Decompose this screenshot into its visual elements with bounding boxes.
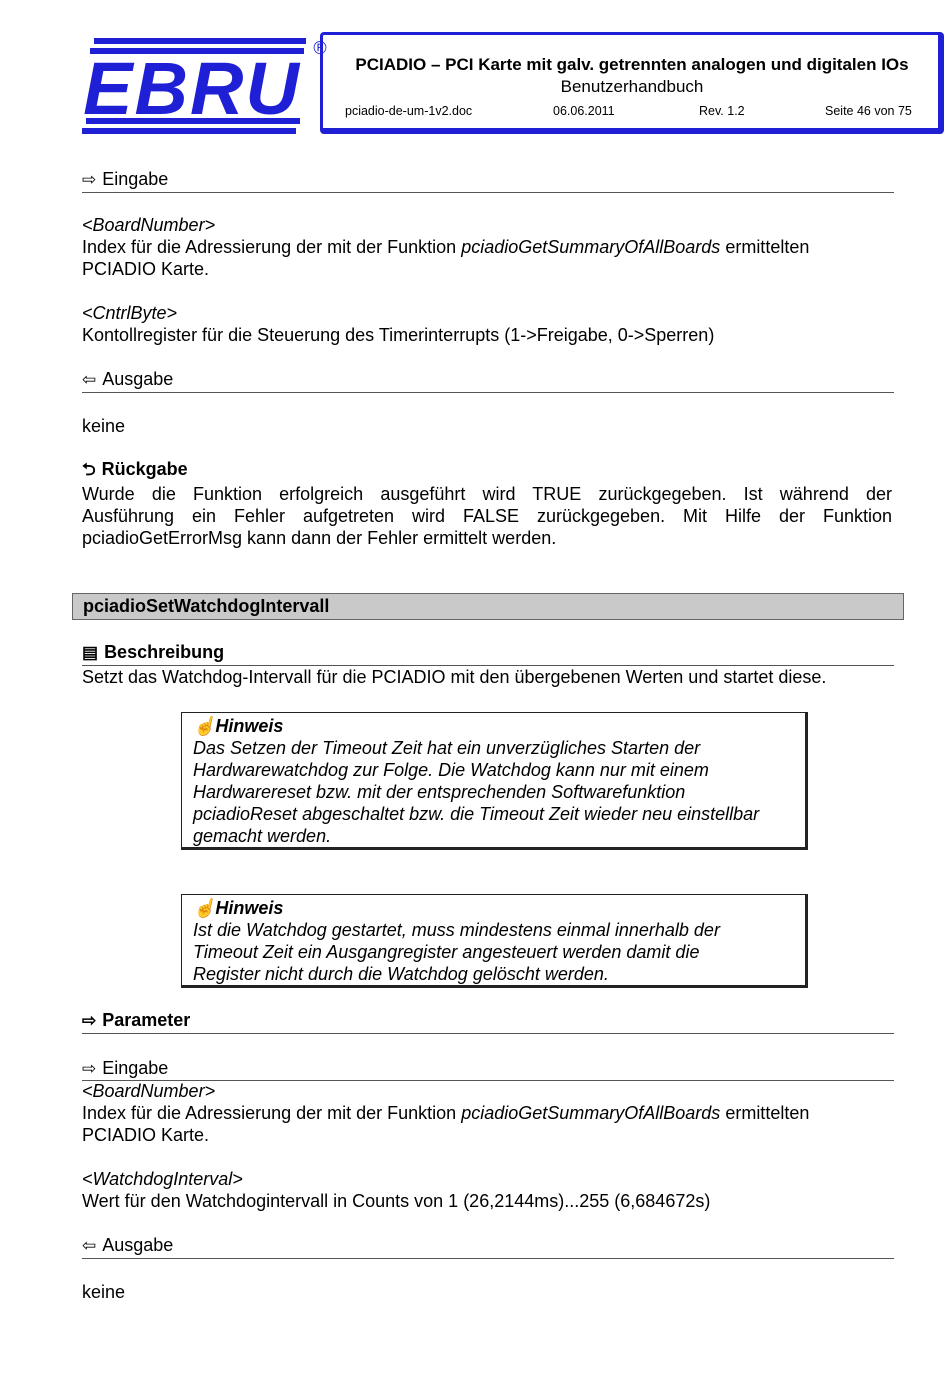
note-title: ☝Hinweis — [193, 898, 284, 918]
document-title: PCIADIO – PCI Karte mit galv. getrennten analogen und digitalen IOs — [355, 55, 909, 74]
divider — [82, 1033, 894, 1034]
param-name: <CntrlByte> — [82, 303, 178, 323]
note-line: Hardwarewatchdog zur Folge. Die Watchdog kann nur mit einem — [193, 760, 709, 780]
param-name: <WatchdogInterval> — [82, 1169, 243, 1189]
param-description-line2: PCIADIO Karte. — [82, 1125, 210, 1145]
function-description: Setzt das Watchdog-Intervall für die PCIADIO mit den übergebenen Werten und startet diese. — [82, 667, 827, 687]
return-text-line3: pciadioGetErrorMsg kann dann der Fehler ermittelt werden. — [82, 528, 557, 548]
note-line: Hardwarereset bzw. mit der entsprechenden Softwarefunktion — [193, 782, 686, 802]
document-stack-icon: ▤ — [82, 643, 99, 662]
output-heading: ⇦ Ausgabe — [82, 1235, 174, 1255]
output-value: keine — [82, 416, 126, 436]
registered-mark: ® — [313, 38, 327, 58]
param-description: Wert für den Watchdogintervall in Counts von 1 (26,2144ms)...255 (6,684672s) — [82, 1191, 711, 1211]
arrow-right-outline-icon: ⇨ — [82, 1059, 97, 1078]
return-text-line2: Ausführung ein Fehler aufgetreten wird FALSE zurückgegeben. Mit Hilfe der Funktion — [82, 506, 892, 526]
parameter-heading: ⇨ Parameter — [82, 1010, 191, 1030]
divider — [82, 192, 894, 193]
note-line: Register nicht durch die Watchdog gelöscht werden. — [193, 964, 609, 984]
doc-filename: pciadio-de-um-1v2.doc — [345, 104, 473, 118]
return-text-line1: Wurde die Funktion erfolgreich ausgeführt wird TRUE zurückgegeben. Ist während der — [82, 484, 892, 504]
function-title-bar: pciadioSetWatchdogIntervall — [72, 593, 904, 620]
note-line: pciadioReset abgeschaltet bzw. die Timeout Zeit wieder neu einstellbar — [193, 804, 760, 824]
return-arrow-icon: ⮌ — [82, 460, 96, 479]
divider — [82, 1258, 894, 1259]
note-title: ☝Hinweis — [193, 716, 284, 736]
description-heading: ▤ Beschreibung — [82, 642, 225, 662]
ebru-logo — [80, 34, 336, 136]
hand-pointing-icon: ☝ — [193, 716, 216, 736]
arrow-left-outline-icon: ⇦ — [82, 1236, 97, 1255]
document-subtitle: Benutzerhandbuch — [560, 77, 704, 96]
note-line: Timeout Zeit ein Ausgangregister angesteuert werden damit die — [193, 942, 700, 962]
input-heading: ⇨ Eingabe — [82, 169, 169, 189]
param-description: Index für die Adressierung der mit der Funktion pciadioGetSummaryOfAllBoards ermittelten — [82, 1103, 810, 1123]
note-line: gemacht werden. — [193, 826, 332, 846]
arrow-right-outline-icon: ⇨ — [82, 170, 97, 189]
doc-date: 06.06.2011 — [553, 104, 615, 118]
doc-revision: Rev. 1.2 — [699, 104, 745, 118]
input-heading: ⇨ Eingabe — [82, 1058, 169, 1078]
note-box — [181, 894, 808, 988]
output-heading: ⇦ Ausgabe — [82, 369, 174, 389]
param-description: Index für die Adressierung der mit der Funktion pciadioGetSummaryOfAllBoards ermittelten — [82, 237, 810, 257]
note-line: Das Setzen der Timeout Zeit hat ein unverzügliches Starten der — [193, 738, 701, 758]
page-number: Seite 46 von 75 — [825, 104, 912, 118]
arrow-left-outline-icon: ⇦ — [82, 370, 97, 389]
note-line: Ist die Watchdog gestartet, muss mindestens einmal innerhalb der — [193, 920, 720, 940]
hand-pointing-icon: ☝ — [193, 898, 216, 918]
output-value: keine — [82, 1282, 126, 1302]
divider — [82, 392, 894, 393]
param-name: <BoardNumber> — [82, 215, 216, 235]
param-name: <BoardNumber> — [82, 1081, 216, 1101]
logo-text: EBRU — [83, 47, 301, 130]
note-box — [181, 712, 808, 850]
header-box — [320, 32, 944, 134]
double-arrow-icon: ⇨ — [82, 1011, 97, 1030]
param-description: Kontollregister für die Steuerung des Timerinterrupts (1->Freigabe, 0->Sperren) — [82, 325, 715, 345]
return-heading: ⮌ Rückgabe — [82, 459, 188, 479]
param-description-line2: PCIADIO Karte. — [82, 259, 210, 279]
